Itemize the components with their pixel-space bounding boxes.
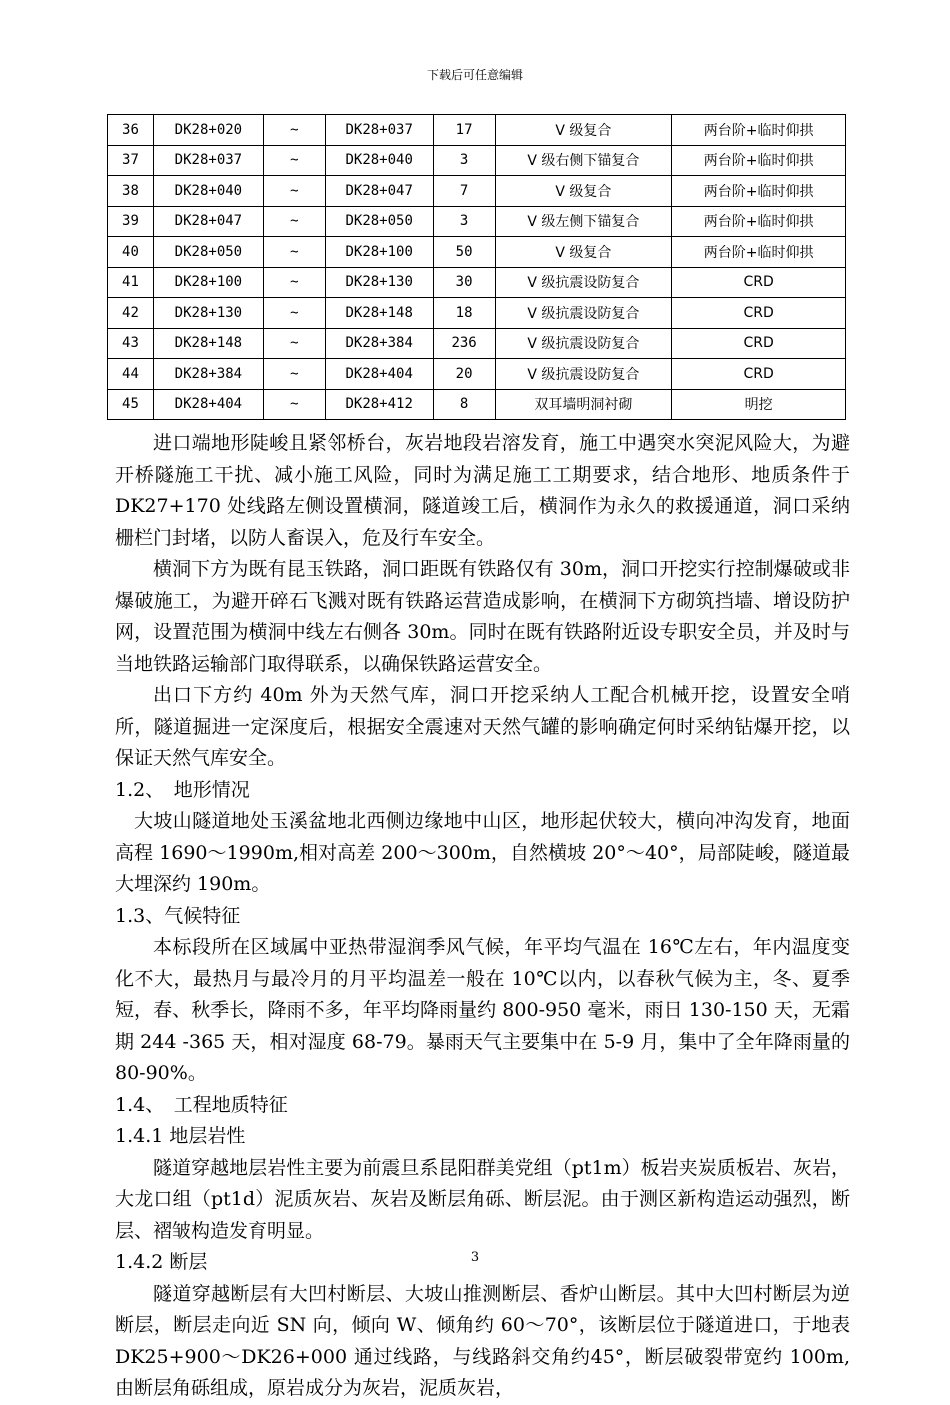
table-cell: 40 xyxy=(108,237,154,268)
section-heading: 1.4.1 地层岩性 xyxy=(115,1125,246,1147)
table-cell: 两台阶+临时仰拱 xyxy=(672,206,846,237)
table-cell: 36 xyxy=(108,115,154,146)
table-cell: 38 xyxy=(108,176,154,207)
table-cell: 7 xyxy=(433,176,495,207)
table-cell: DK28+020 xyxy=(153,115,263,146)
table-cell: DK28+047 xyxy=(325,176,433,207)
section-heading: 1.4、 工程地质特征 xyxy=(115,1093,288,1116)
table-cell: 43 xyxy=(108,328,154,359)
table-cell: DK28+100 xyxy=(153,267,263,298)
table-cell: Ⅴ 级抗震设防复合 xyxy=(495,359,672,390)
table-cell: 39 xyxy=(108,206,154,237)
paragraph: 大坡山隧道地处玉溪盆地北西侧边缘地中山区，地形起伏较大，横向冲沟发育，地面高程 1690～1990m,相对高差 200～300m，自然横坡 20°～40°，局部陡峻，隧道最大埋深约 190m。 xyxy=(115,810,850,895)
paragraph: 出口下方约 40m 外为天然气库，洞口开挖采纳人工配合机械开挖，设置安全哨所，隧道掘进一定深度后，根据安全震速对天然气罐的影响确定何时采纳钻爆开挖，以保证天然气库安全。 xyxy=(115,684,850,769)
table-cell: ~ xyxy=(263,237,325,268)
table-cell: 44 xyxy=(108,359,154,390)
table-cell: ~ xyxy=(263,298,325,329)
table-cell: 双耳墙明洞衬砌 xyxy=(495,389,672,420)
table-cell: DK28+040 xyxy=(325,145,433,176)
table-row xyxy=(108,328,846,359)
paragraph: 本标段所在区域属中亚热带湿润季风气候，年平均气温在 16℃左右，年内温度变化不大，最热月与最冷月的月平均温差一般在 10℃以内，以春秋气候为主，冬、夏季短，春、秋季长，降雨不多，年平均降雨量约 800-950 毫米，雨日 130-150 天，无霜期 244 -365 天，相对湿度 68-79。暴雨天气主要集中在 5-9 月，集中了全年降雨量的 80-90%。 xyxy=(115,936,850,1084)
table-cell: 8 xyxy=(433,389,495,420)
table-cell: ~ xyxy=(263,176,325,207)
table-cell: ~ xyxy=(263,206,325,237)
paragraph: 隧道穿越断层有大凹村断层、大坡山推测断层、香炉山断层。其中大凹村断层为逆断层，断层走向近 SN 向，倾向 W、倾角约 60～70°，该断层位于隧道进口，于地表 DK25+900～DK26+000 通过线路，与线路斜交角约45°，断层破裂带宽约 100m,由断层角砾组成，原岩成分为灰岩，泥质灰岩， xyxy=(115,1282,850,1399)
table-cell: CRD xyxy=(672,359,846,390)
table-row xyxy=(108,145,846,176)
table-cell: DK28+047 xyxy=(153,206,263,237)
table-cell: DK28+404 xyxy=(325,359,433,390)
table-cell: 两台阶+临时仰拱 xyxy=(672,176,846,207)
table-cell: Ⅴ 级右侧下锚复合 xyxy=(495,145,672,176)
table-cell: 3 xyxy=(433,206,495,237)
table-cell: DK28+037 xyxy=(325,115,433,146)
table-cell: 3 xyxy=(433,145,495,176)
table-cell: Ⅴ 级抗震设防复合 xyxy=(495,328,672,359)
table-cell: 两台阶+临时仰拱 xyxy=(672,237,846,268)
table-cell: Ⅴ 级复合 xyxy=(495,237,672,268)
tunnel-section-table xyxy=(107,114,846,420)
table-cell: 18 xyxy=(433,298,495,329)
table-cell: 50 xyxy=(433,237,495,268)
table-cell: 30 xyxy=(433,267,495,298)
table-row xyxy=(108,298,846,329)
table-cell: 两台阶+临时仰拱 xyxy=(672,115,846,146)
table-cell: ~ xyxy=(263,115,325,146)
table-cell: ~ xyxy=(263,359,325,390)
table-cell: Ⅴ 级抗震设防复合 xyxy=(495,267,672,298)
table-row xyxy=(108,237,846,268)
table-row xyxy=(108,359,846,390)
table-row xyxy=(108,115,846,146)
table-cell: ~ xyxy=(263,328,325,359)
section-heading: 1.4.2 断层 xyxy=(115,1251,208,1273)
paragraph: 隧道穿越地层岩性主要为前震旦系昆阳群美党组（pt1m）板岩夹炭质板岩、灰岩，大龙口组（pt1d）泥质灰岩、灰岩及断层角砾、断层泥。由于测区新构造运动强烈，断层、褶皱构造发育明显。 xyxy=(115,1156,850,1242)
table-cell: DK28+050 xyxy=(153,237,263,268)
paragraph: 进口端地形陡峻且紧邻桥台，灰岩地段岩溶发育，施工中遇突水突泥风险大，为避开桥隧施工干扰、减小施工风险，同时为满足施工工期要求，结合地形、地质条件于 DK27+170 处线路左侧设置横洞，隧道竣工后，横洞作为永久的救援通道，洞口采纳栅栏门封堵，以防人畜误入，危及行车安全。 xyxy=(115,432,850,549)
table-cell: CRD xyxy=(672,328,846,359)
table-cell: 45 xyxy=(108,389,154,420)
table-cell: Ⅴ 级复合 xyxy=(495,115,672,146)
table-cell: 42 xyxy=(108,298,154,329)
table-cell: 17 xyxy=(433,115,495,146)
table-cell: Ⅴ 级左侧下锚复合 xyxy=(495,206,672,237)
page-header: 下载后可任意编辑 xyxy=(426,68,523,82)
table-cell: 两台阶+临时仰拱 xyxy=(672,145,846,176)
section-heading: 1.3、气候特征 xyxy=(115,904,241,927)
page-number: 3 xyxy=(470,1250,480,1265)
table-cell: DK28+040 xyxy=(153,176,263,207)
table-cell: DK28+050 xyxy=(325,206,433,237)
table-cell: 236 xyxy=(433,328,495,359)
section-heading: 1.2、 地形情况 xyxy=(115,778,250,801)
table-cell: 37 xyxy=(108,145,154,176)
table-row xyxy=(108,206,846,237)
table-row xyxy=(108,389,846,420)
table-cell: DK28+130 xyxy=(325,267,433,298)
table-cell: 明挖 xyxy=(672,389,846,420)
table-cell: 41 xyxy=(108,267,154,298)
table-cell: DK28+148 xyxy=(153,328,263,359)
paragraph: 横洞下方为既有昆玉铁路，洞口距既有铁路仅有 30m，洞口开挖实行控制爆破或非爆破施工，为避开碎石飞溅对既有铁路运营造成影响，在横洞下方砌筑挡墙、增设防护网，设置范围为横洞中线左右侧各 30m。同时在既有铁路附近设专职安全员，并及时与当地铁路运输部门取得联系，以确保铁路运营安全。 xyxy=(115,558,850,675)
table-cell: DK28+404 xyxy=(153,389,263,420)
table-cell: CRD xyxy=(672,267,846,298)
table-cell: 20 xyxy=(433,359,495,390)
table-cell: DK28+412 xyxy=(325,389,433,420)
table-cell: Ⅴ 级复合 xyxy=(495,176,672,207)
table-cell: DK28+384 xyxy=(325,328,433,359)
table-cell: DK28+130 xyxy=(153,298,263,329)
table-cell: DK28+100 xyxy=(325,237,433,268)
table-cell: ~ xyxy=(263,389,325,420)
table-cell: DK28+037 xyxy=(153,145,263,176)
table-cell: DK28+148 xyxy=(325,298,433,329)
table-cell: Ⅴ 级抗震设防复合 xyxy=(495,298,672,329)
table-row xyxy=(108,267,846,298)
table-cell: ~ xyxy=(263,267,325,298)
table-cell: DK28+384 xyxy=(153,359,263,390)
table-cell: ~ xyxy=(263,145,325,176)
table-cell: CRD xyxy=(672,298,846,329)
table-row xyxy=(108,176,846,207)
